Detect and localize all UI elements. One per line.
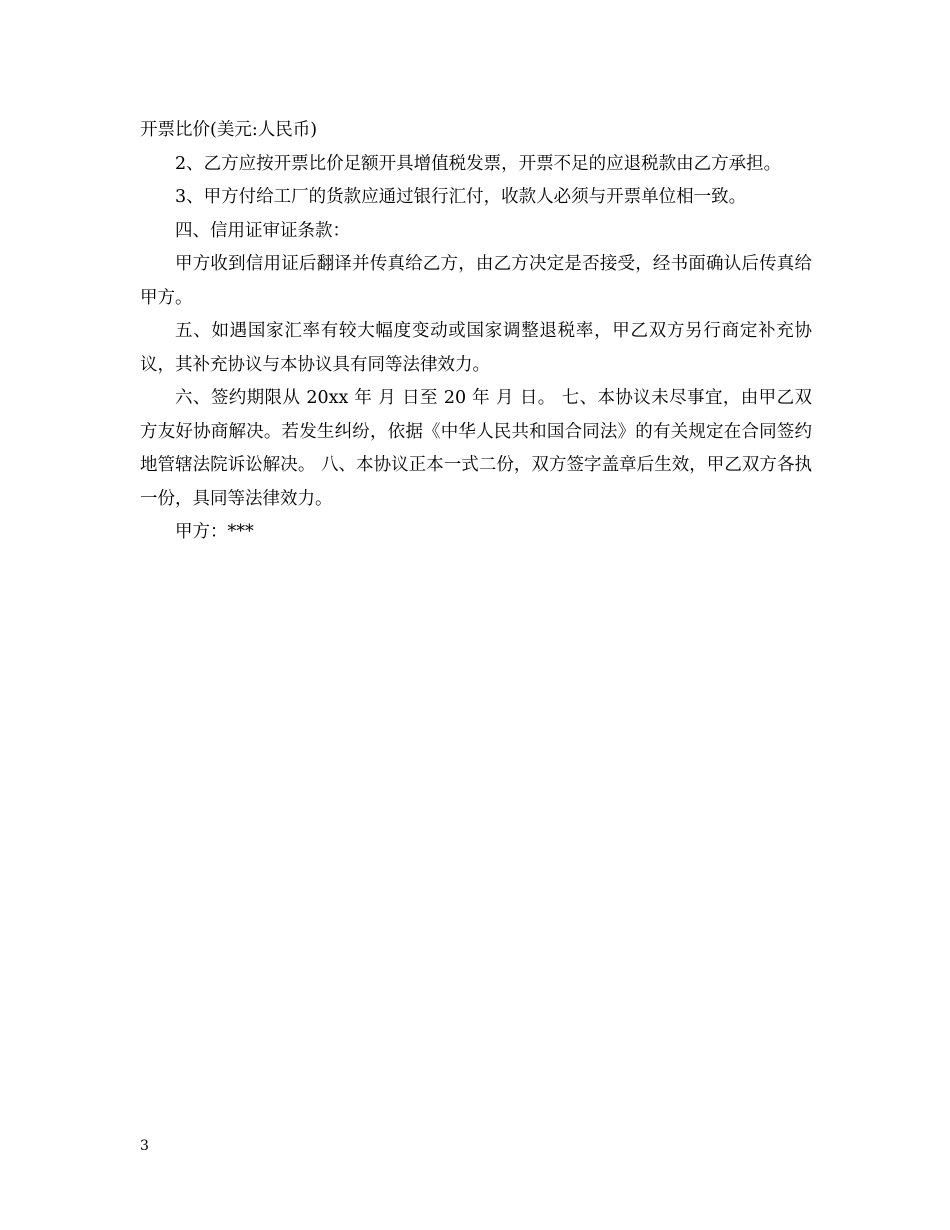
section-heading-letter-of-credit: 四、信用证审证条款： <box>175 220 350 241</box>
page-number: 3 <box>140 1138 149 1154</box>
paragraph-clause-2: 2、乙方应按开票比价足额开具增值税发票，开票不足的应退税款由乙方承担。 <box>175 153 782 174</box>
paragraph-exchange-rate: 开票比价(美元:人民币) <box>140 120 318 140</box>
paragraph-letter-of-credit: 甲方收到信用证后翻译并传真给乙方，由乙方决定是否接受，经书面确认后传真给甲方。 <box>140 254 812 308</box>
paragraph-term-and-disputes: 六、签约期限从 20xx 年 月 日至 20 年 月 日。 七、本协议未尽事宜，由甲乙双方友好协商解决。若发生纠纷，依据《中华人民共和国合同法》的有关规定在合同签约地管辖法院诉讼解决。 八、本协议正本一式二份，双方签字盖章后生效，甲乙双方各执一份，具同等法律效力。 <box>140 388 812 509</box>
signature-party-a: 甲方：*** <box>175 522 254 542</box>
paragraph-exchange-rate-change: 五、如遇国家汇率有较大幅度变动或国家调整退税率，甲乙双方另行商定补充协议，其补充协议与本协议具有同等法律效力。 <box>140 321 812 375</box>
document-body <box>140 114 812 550</box>
paragraph-clause-3: 3、甲方付给工厂的货款应通过银行汇付，收款人必须与开票单位相一致。 <box>175 187 747 207</box>
